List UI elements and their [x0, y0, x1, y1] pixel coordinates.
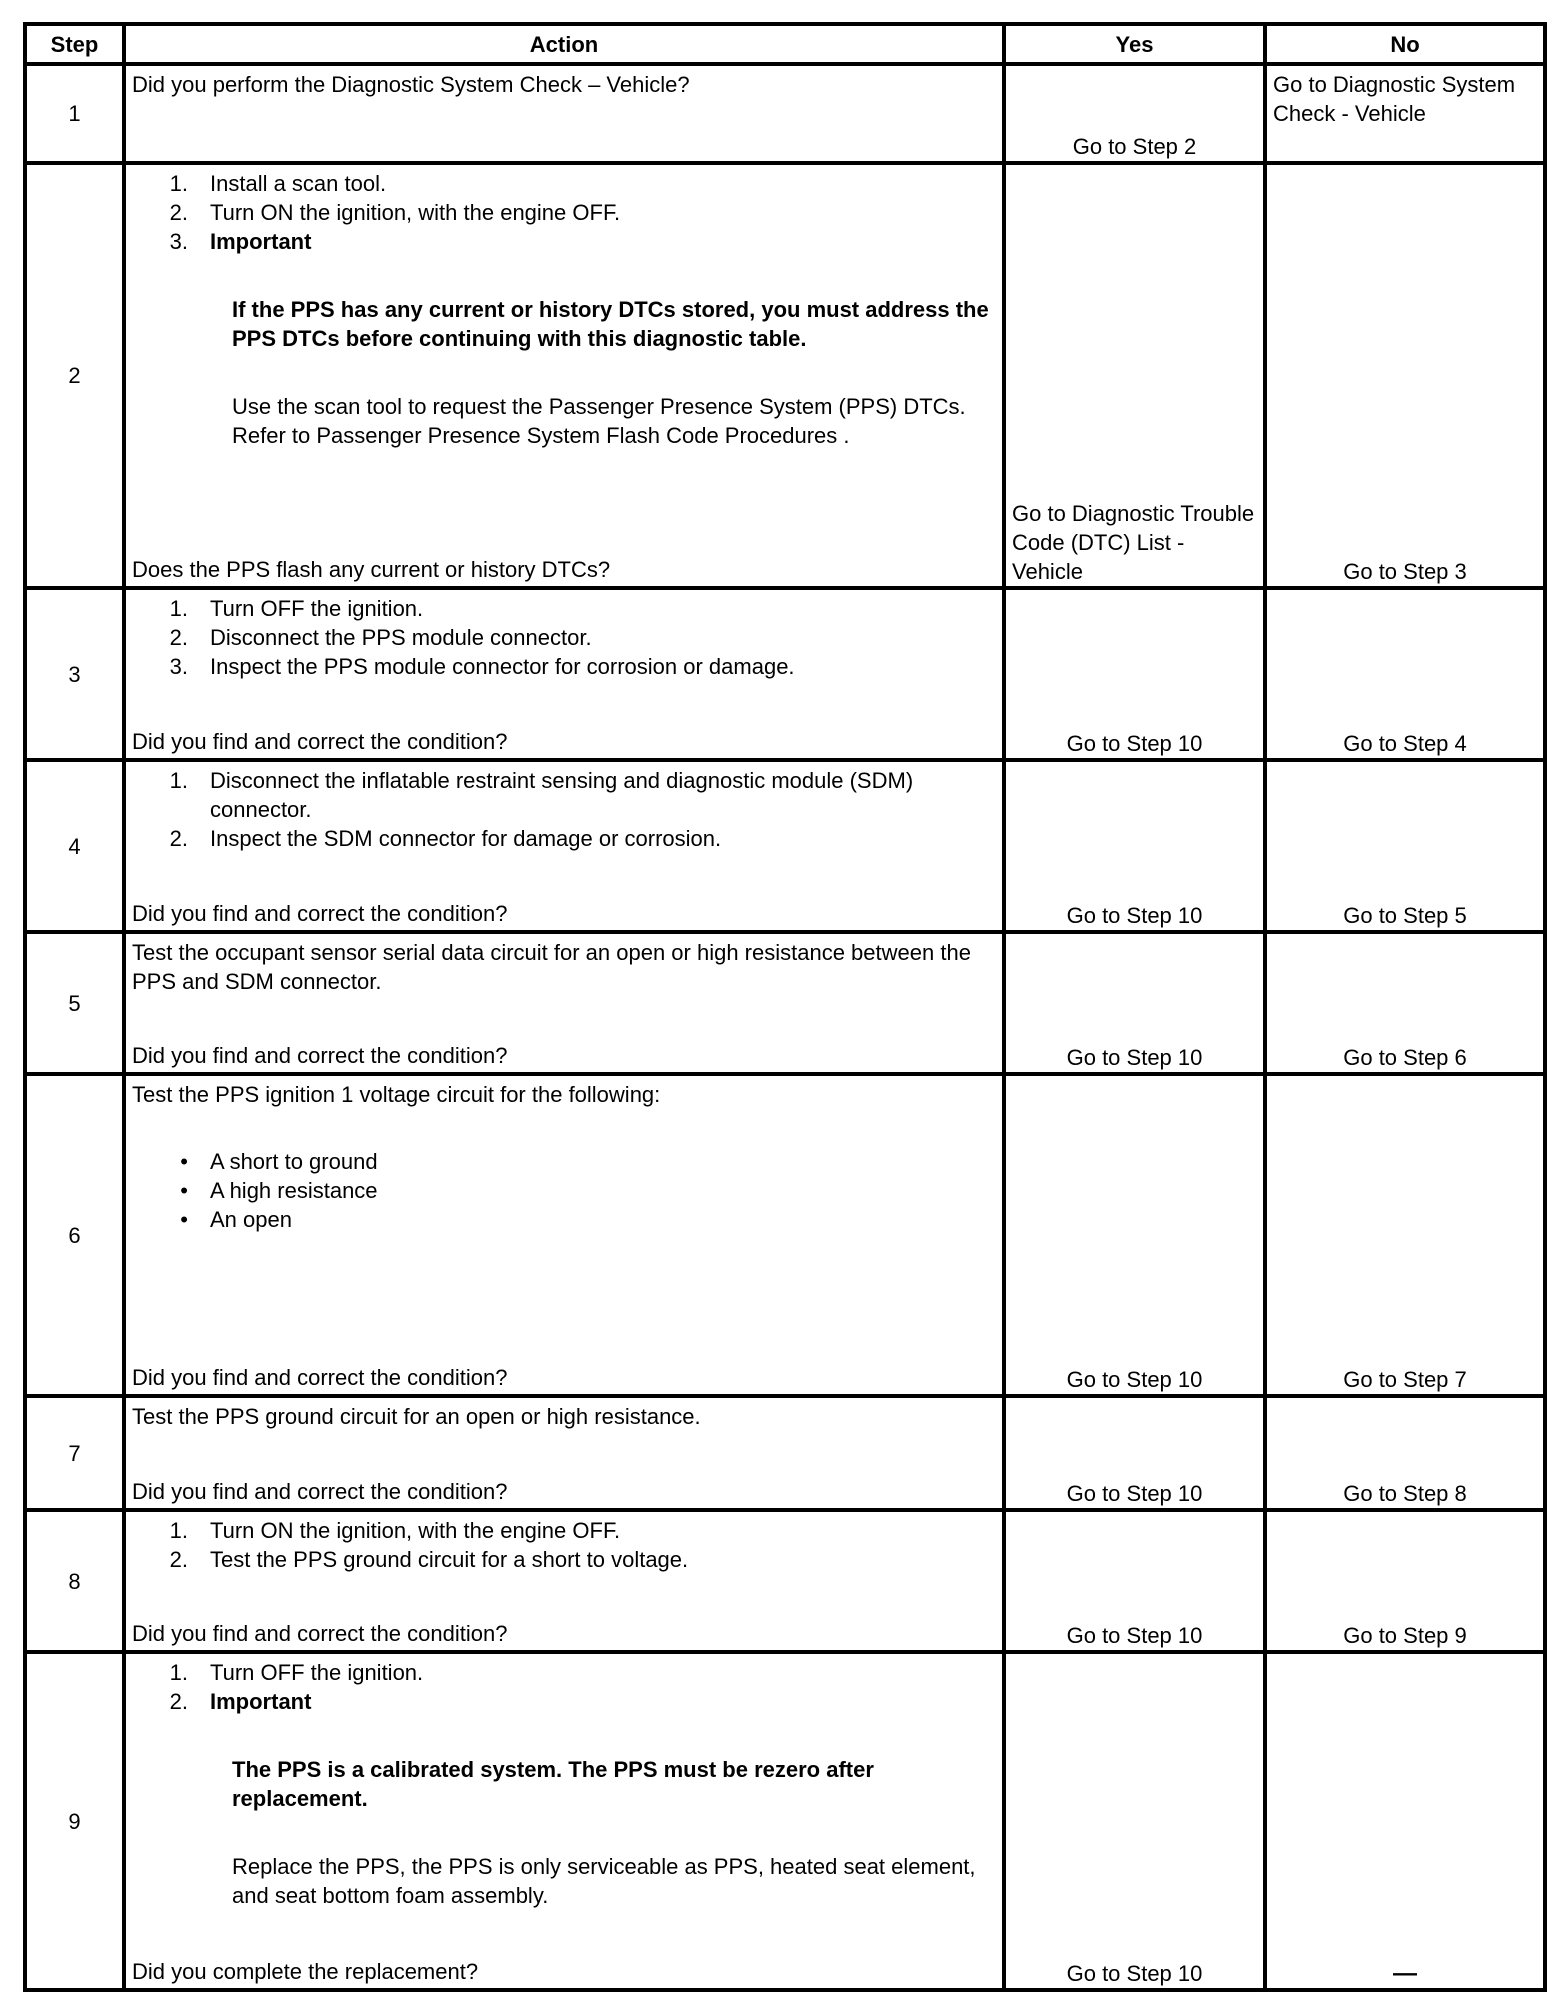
- no-cell: Go to Step 8: [1265, 1396, 1545, 1510]
- list-item: 1. Turn ON the ignition, with the engine OFF.: [169, 1518, 621, 1543]
- action-detail: Replace the PPS, the PPS is only serviceable as PPS, heated seat element, and seat bottom foam assembly.: [232, 1854, 976, 1908]
- list-item: 2. Test the PPS ground circuit for a short to voltage.: [169, 1547, 689, 1572]
- action-cell: [124, 1510, 1004, 1652]
- action-question: Did you find and correct the condition?: [132, 901, 508, 926]
- action-question: Did you find and correct the condition?: [132, 1621, 508, 1646]
- table-row: [25, 163, 1545, 588]
- action-cell: [124, 64, 1004, 163]
- list-item: 3. Inspect the PPS module connector for corrosion or damage.: [169, 654, 795, 679]
- action-cell: [124, 1652, 1004, 1990]
- header-no: No: [1265, 24, 1545, 64]
- action-question: Did you find and correct the condition?: [132, 729, 508, 754]
- action-question: Did you find and correct the condition?: [132, 1365, 508, 1390]
- header-yes: Yes: [1004, 24, 1265, 64]
- action-question: Did you find and correct the condition?: [132, 1479, 508, 1504]
- diagnostic-table-page: [23, 22, 1543, 1992]
- step-number: 9: [25, 1652, 124, 1990]
- table-row: [25, 1652, 1545, 1990]
- list-item: 1. Install a scan tool.: [169, 171, 387, 196]
- action-text: Test the occupant sensor serial data circuit for an open or high resistance between the PPS and SDM connector.: [132, 940, 971, 994]
- step-number: 3: [25, 588, 124, 760]
- action-cell: [124, 1396, 1004, 1510]
- list-item: 1. Turn OFF the ignition.: [169, 1660, 424, 1685]
- table-row: [25, 64, 1545, 163]
- action-cell: [124, 163, 1004, 588]
- important-note: The PPS is a calibrated system. The PPS must be rezero after replacement.: [232, 1757, 874, 1811]
- action-question: Did you complete the replacement?: [132, 1959, 479, 1984]
- list-item: 2. Inspect the SDM connector for damage or corrosion.: [169, 826, 722, 851]
- header-step: Step: [25, 24, 124, 64]
- step-number: 1: [25, 64, 124, 163]
- table-row: [25, 1510, 1545, 1652]
- step-number: 4: [25, 760, 124, 932]
- yes-cell: Go to Step 10: [1004, 1652, 1265, 1990]
- list-item: 2. Disconnect the PPS module connector.: [169, 625, 592, 650]
- step-number: 8: [25, 1510, 124, 1652]
- yes-cell: Go to Step 10: [1004, 932, 1265, 1074]
- step-number: 7: [25, 1396, 124, 1510]
- action-text: Did you perform the Diagnostic System Check – Vehicle?: [132, 72, 690, 97]
- yes-cell: Go to Step 10: [1004, 1396, 1265, 1510]
- list-item: 2. Important: [169, 1689, 312, 1714]
- bullet-item: • An open: [180, 1207, 292, 1232]
- table-row: [25, 932, 1545, 1074]
- table-row: [25, 588, 1545, 760]
- action-question: Does the PPS flash any current or history DTCs?: [132, 557, 611, 582]
- yes-cell: Go to Diagnostic Trouble Code (DTC) List - Vehicle: [1004, 163, 1265, 588]
- step-number: 2: [25, 163, 124, 588]
- bullet-item: • A high resistance: [180, 1178, 378, 1203]
- no-cell: Go to Step 7: [1265, 1074, 1545, 1396]
- no-cell: Go to Step 3: [1265, 163, 1545, 588]
- action-text: Test the PPS ground circuit for an open or high resistance.: [132, 1404, 701, 1429]
- yes-cell: Go to Step 10: [1004, 588, 1265, 760]
- table-row: [25, 760, 1545, 932]
- no-cell: Go to Step 5: [1265, 760, 1545, 932]
- yes-cell: Go to Step 2: [1004, 64, 1265, 163]
- yes-cell: Go to Step 10: [1004, 1074, 1265, 1396]
- action-text: Test the PPS ignition 1 voltage circuit for the following:: [132, 1082, 661, 1107]
- table-row: [25, 1396, 1545, 1510]
- action-cell: [124, 932, 1004, 1074]
- no-cell: Go to Step 9: [1265, 1510, 1545, 1652]
- header-row: [25, 24, 1545, 64]
- yes-cell: Go to Step 10: [1004, 760, 1265, 932]
- step-number: 6: [25, 1074, 124, 1396]
- header-action: Action: [124, 24, 1004, 64]
- important-note: If the PPS has any current or history DTCs stored, you must address the PPS DTCs before continuing with this diagnostic table.: [232, 297, 989, 351]
- list-item: 1. Disconnect the inflatable restraint sensing and diagnostic module (SDM) connector.: [169, 768, 914, 822]
- step-number: 5: [25, 932, 124, 1074]
- no-cell: Go to Step 6: [1265, 932, 1545, 1074]
- action-cell: [124, 760, 1004, 932]
- list-item: 3. Important: [169, 229, 312, 254]
- no-cell: —: [1265, 1652, 1545, 1990]
- yes-cell: Go to Step 10: [1004, 1510, 1265, 1652]
- action-detail: Use the scan tool to request the Passenger Presence System (PPS) DTCs. Refer to Passenger Presence System Flash Code Procedures .: [232, 394, 966, 448]
- diagnostic-table: [23, 22, 1547, 1992]
- action-cell: [124, 588, 1004, 760]
- bullet-item: • A short to ground: [180, 1149, 378, 1174]
- no-cell: Go to Diagnostic System Check - Vehicle: [1265, 64, 1545, 163]
- no-cell: Go to Step 4: [1265, 588, 1545, 760]
- list-item: 1. Turn OFF the ignition.: [169, 596, 424, 621]
- table-row: [25, 1074, 1545, 1396]
- action-question: Did you find and correct the condition?: [132, 1043, 508, 1068]
- list-item: 2. Turn ON the ignition, with the engine OFF.: [169, 200, 621, 225]
- action-cell: [124, 1074, 1004, 1396]
